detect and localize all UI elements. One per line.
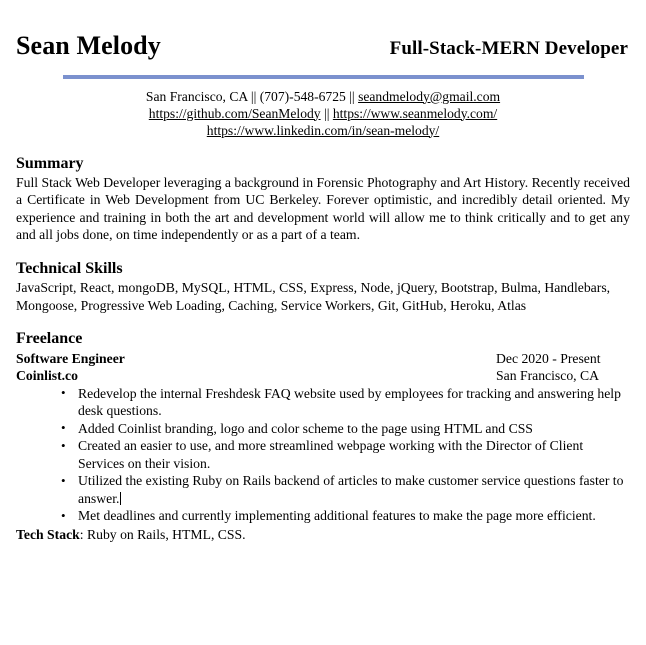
technical-skills-heading: Technical Skills [16,259,123,277]
experience-bullet-list [16,385,630,525]
experience-section [16,330,630,543]
contact-block [16,88,630,139]
contact-linkedin-link[interactable]: https://www.linkedin.com/in/sean-melody/ [206,122,440,138]
candidate-job-title: Full-Stack-MERN Developer [389,38,628,59]
experience-heading: Freelance [16,330,83,348]
resume-header [16,0,630,61]
text-cursor-caret [120,492,121,505]
summary-section [16,155,630,244]
summary-text: Full Stack Web Developer leveraging a background in Forensic Photography and Art History. Recently received a Certificate in Web Development from UC Berkeley. Forever optimistic, and incredibly detail oriented. My experience and training in both the art and development world will allow me to think critically and to get any and all jobs done, on time independently or as a part of a team. [16,174,630,243]
contact-line-1 [16,88,630,105]
contact-location: San Francisco, CA [145,88,248,104]
contact-separator-1: || [247,88,260,104]
list-item-text: Utilized the existing Ruby on Rails backend of articles to make customer service questions faster to answer. [78,473,624,506]
candidate-name: Sean Melody [16,31,161,60]
contact-separator-3: || [320,105,333,121]
header-divider-rule [63,75,584,79]
tech-stack-line [16,526,630,544]
list-item [61,472,630,507]
experience-job-title: Software Engineer [16,350,125,366]
summary-heading: Summary [16,154,84,172]
technical-skills-section [16,260,630,314]
list-item: • Added Coinlist branding, logo and color scheme to the page using HTML and CSS [61,420,630,438]
tech-stack-value: : Ruby on Rails, HTML, CSS. [79,526,246,542]
experience-company-row [16,367,630,384]
list-item: • Created an easier to use, and more streamlined webpage working with the Director of Client Services on their vision. [61,437,630,472]
technical-skills-text: JavaScript, React, mongoDB, MySQL, HTML, CSS, Express, Node, jQuery, Bootstrap, Bulma, Handlebars, Mongoose, Progressive Web Loading, Caching, Service Workers, Git, GitHub, Heroku, Atlas [16,280,611,313]
list-item: • Redevelop the internal Freshdesk FAQ website used by employees for tracking and answering help desk questions. [61,385,630,420]
contact-portfolio-link[interactable]: https://www.seanmelody.com/ [332,105,498,121]
experience-location: San Francisco, CA [496,367,600,383]
experience-title-row [16,350,630,367]
contact-github-link[interactable]: https://github.com/SeanMelody [148,105,321,121]
experience-entry [16,350,630,544]
contact-phone: (707)-548-6725 [259,88,346,104]
list-item: • Met deadlines and currently implementing additional features to make the page more efficient. [61,507,630,525]
contact-separator-2: || [345,88,359,104]
tech-stack-label: Tech Stack [16,526,80,542]
experience-company: Coinlist.co [16,367,78,383]
contact-line-2 [16,105,630,122]
contact-email-link[interactable]: seandmelody@gmail.com [358,88,501,104]
contact-line-3 [16,122,630,139]
experience-dates: Dec 2020 - Present [496,350,601,366]
